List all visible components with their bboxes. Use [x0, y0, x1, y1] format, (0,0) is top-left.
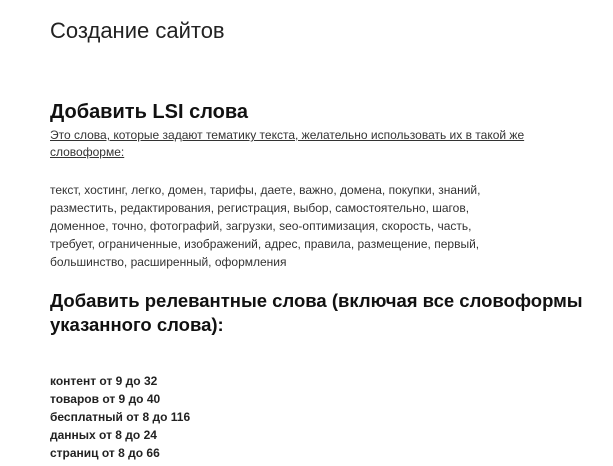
page-title: Создание сайтов	[50, 18, 225, 43]
relevant-word-item: страниц от 8 до 66	[50, 446, 160, 460]
lsi-words-list: текст, хостинг, легко, домен, тарифы, даете, важно, домена, покупки, знаний, разместить, редактирования, регистрация, выбор, самостоятельно, шагов, доменное, точно, фотографий, загрузки, seo-оптимизация, скорость, часть, требует, ограниченные, изображений, адрес, правила, размещение, первый, большинство, расширенный, оформления	[50, 183, 481, 269]
relevant-words-list	[50, 372, 190, 462]
relevant-word-item: данных от 8 до 24	[50, 428, 157, 442]
relevant-word-item: товаров от 9 до 40	[50, 392, 161, 406]
relevant-word-item: контент от 9 до 32	[50, 374, 158, 388]
relevant-words-heading: Добавить релевантные слова (включая все словоформы указанного слова):	[50, 290, 583, 335]
relevant-word-item: бесплатный от 8 до 116	[50, 410, 191, 424]
lsi-heading: Добавить LSI слова	[50, 101, 249, 123]
lsi-hint-text: Это слова, которые задают тематику текста, желательно использовать их в такой же словоформе:	[50, 128, 525, 159]
